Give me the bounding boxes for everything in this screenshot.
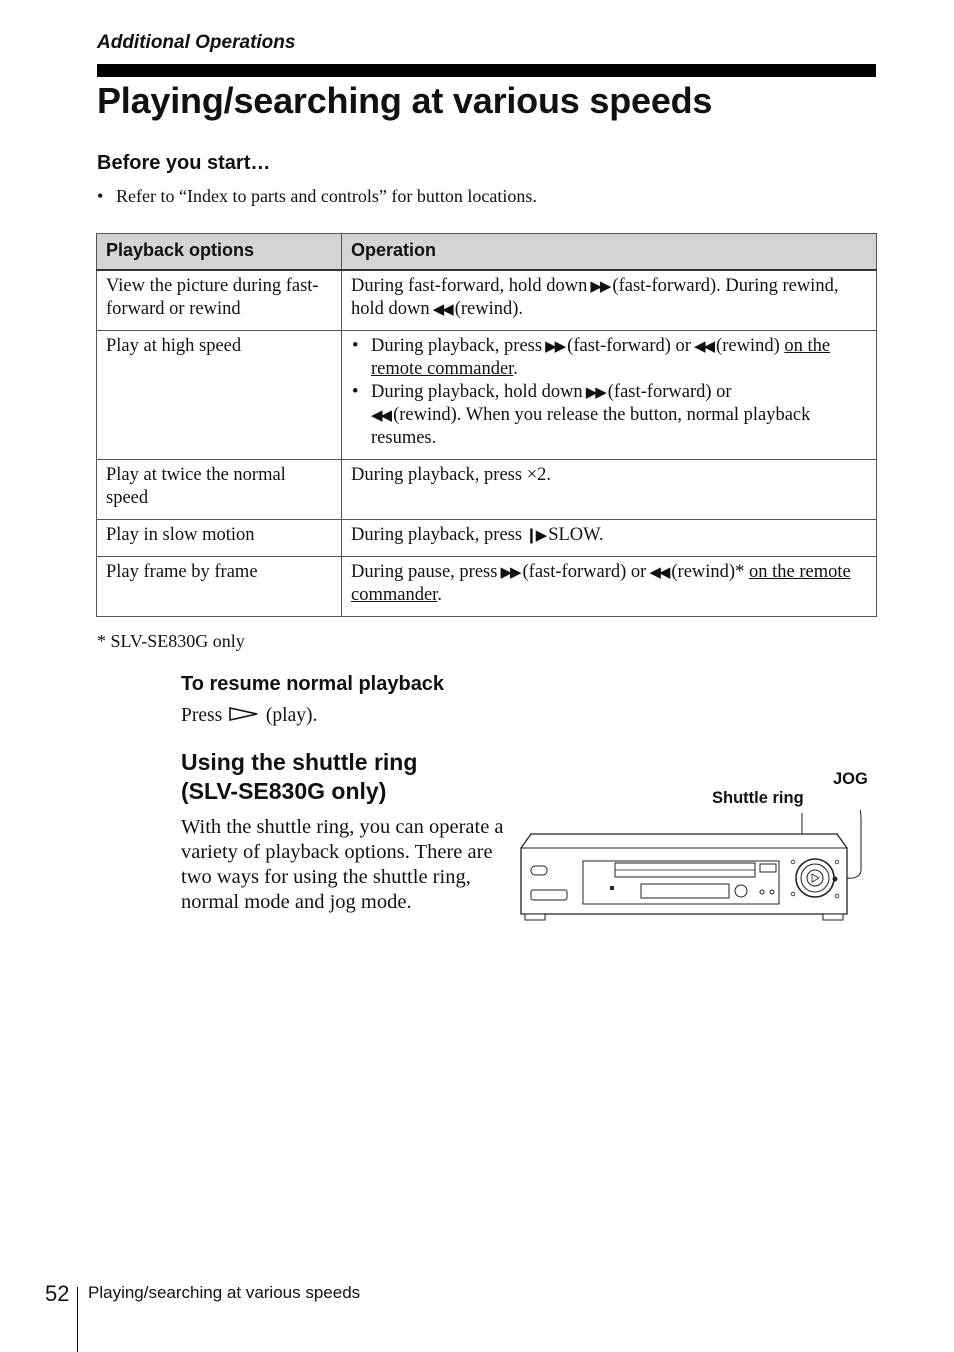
- rewind-icon: ◀◀: [432, 300, 452, 318]
- footer-rule: [77, 1287, 78, 1352]
- table-row: [97, 557, 877, 617]
- table-cell-operation: During fast-forward, hold down ▶▶ (fast-forward). During rewind, hold down ◀◀ (rewind).: [342, 270, 877, 331]
- table-cell-operation: During pause, press ▶▶ (fast-forward) or ◀◀ (rewind)* on the remote commander.: [342, 557, 877, 617]
- table-cell-operation: During playback, press ×2.: [342, 460, 877, 520]
- table-row: [97, 460, 877, 520]
- table-cell-operation: [342, 331, 877, 460]
- fast-forward-icon: ▶▶: [590, 277, 610, 295]
- list-item: • During playback, hold down ▶▶ (fast-forward) or ◀◀ (rewind). When you release the button, normal playback resumes.: [371, 381, 867, 450]
- table-row: [97, 331, 877, 460]
- page-number: 52: [45, 1281, 70, 1306]
- list-item: • During playback, press ▶▶ (fast-forward) or ◀◀ (rewind) on the remote commander.: [371, 335, 867, 381]
- before-you-start-heading: Before you start…: [97, 152, 271, 174]
- play-icon: [229, 706, 259, 722]
- rewind-icon: ◀◀: [371, 406, 391, 424]
- table-cell-operation: During playback, press ❙▶ SLOW.: [342, 520, 877, 557]
- resume-heading: To resume normal playback: [181, 673, 445, 695]
- fast-forward-icon: ▶▶: [500, 563, 520, 581]
- footnote: * SLV-SE830G only: [97, 631, 245, 651]
- section-label: Additional Operations: [97, 32, 296, 53]
- shuttle-ring-description: With the shuttle ring, you can operate a variety of playback options. There are two ways for using the shuttle ring, normal mode and jog mode.: [181, 816, 504, 913]
- table-row: [97, 520, 877, 557]
- vcr-front-panel-illustration: [515, 810, 875, 930]
- remote-commander-note: on the remote commander: [371, 336, 831, 379]
- table-cell-option: Play in slow motion: [97, 520, 342, 557]
- column-header-options: Playback options: [97, 234, 342, 271]
- remote-commander-note: on the remote commander: [351, 562, 851, 605]
- slow-play-icon: ❙▶: [525, 526, 546, 544]
- fast-forward-icon: ▶▶: [585, 383, 605, 401]
- table-cell-option: Play frame by frame: [97, 557, 342, 617]
- playback-options-table: [96, 233, 877, 617]
- page-title: Playing/searching at various speeds: [97, 80, 713, 121]
- table-cell-option: Play at twice the normal speed: [97, 460, 342, 520]
- table-cell-option: Play at high speed: [97, 331, 342, 460]
- column-header-operation: Operation: [342, 234, 877, 271]
- shuttle-ring-label: Shuttle ring: [712, 789, 804, 807]
- table-row: [97, 270, 877, 331]
- shuttle-ring-heading: Using the shuttle ring (SLV-SE830G only): [181, 749, 418, 804]
- jog-label: JOG: [833, 770, 868, 788]
- before-you-start-bullet: • Refer to “Index to parts and controls” for button locations.: [97, 186, 537, 206]
- table-cell-option: View the picture during fast-forward or rewind: [97, 270, 342, 331]
- running-title: Playing/searching at various speeds: [88, 1283, 361, 1302]
- top-rule: [97, 64, 876, 77]
- resume-instruction: Press (play).: [181, 705, 318, 726]
- rewind-icon: ◀◀: [693, 337, 714, 355]
- rewind-icon: ◀◀: [649, 563, 669, 581]
- table-header-row: [97, 234, 877, 271]
- fast-forward-icon: ▶▶: [545, 337, 565, 355]
